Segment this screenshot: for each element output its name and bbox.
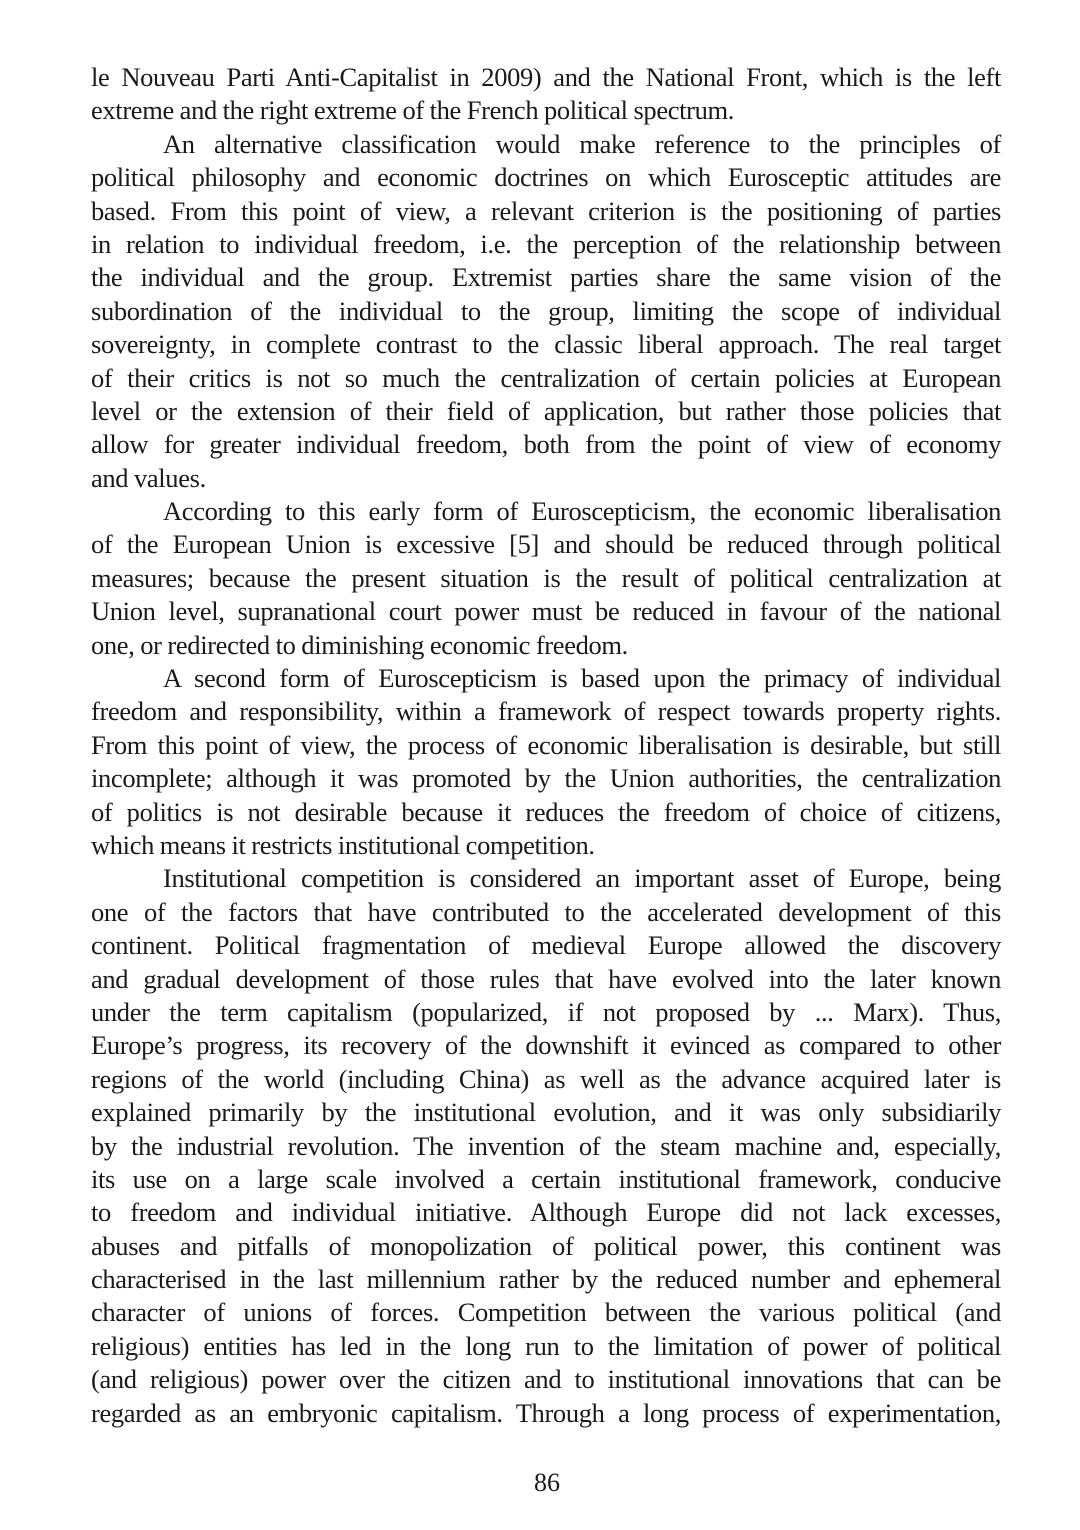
text-line: measures; because the present situation is the result of political centralization at — [91, 562, 1001, 593]
text-line: regarded as an embryonic capitalism. Through a long process of experimentation, — [91, 1397, 1001, 1428]
text-line: (and religious) power over the citizen and to institutional innovations that can be — [91, 1364, 1001, 1395]
text-line: level or the extension of their field of application, but rather those policies that — [91, 395, 1001, 426]
page-number: 86 — [534, 1468, 560, 1497]
text-line: sovereignty, in complete contrast to the classic liberal approach. The real target — [91, 329, 1001, 360]
text-line: abuses and pitfalls of monopolization of political power, this continent was — [91, 1230, 1001, 1261]
text-line: Europe’s progress, its recovery of the downshift it evinced as compared to other — [91, 1030, 1001, 1061]
text-line: which means it restricts institutional competition. — [91, 829, 595, 860]
text-line: the individual and the group. Extremist parties share the same vision of the — [91, 262, 1001, 293]
text-line: political philosophy and economic doctrines on which Eurosceptic attitudes are — [91, 162, 1001, 193]
text-line: explained primarily by the institutional evolution, and it was only subsidiarily — [91, 1097, 1001, 1128]
text-line: under the term capitalism (popularized, if not proposed by ... Marx). Thus, — [91, 996, 1001, 1027]
text-line: one of the factors that have contributed to the accelerated development of this — [91, 896, 1001, 927]
text-line: character of unions of forces. Competition between the various political (and — [91, 1297, 1001, 1328]
text-line: regions of the world (including China) as well as the advance acquired later is — [91, 1063, 1001, 1094]
text-line: A second form of Euroscepticism is based upon the primacy of individual — [163, 663, 1001, 694]
text-line: its use on a large scale involved a certain institutional framework, conducive — [91, 1163, 1001, 1194]
text-line: freedom and responsibility, within a framework of respect towards property rights. — [91, 696, 1001, 727]
text-line: Institutional competition is considered an important asset of Europe, being — [163, 863, 1001, 894]
paragraph-alternative-classification — [91, 128, 1001, 495]
text-line: continent. Political fragmentation of medieval Europe allowed the discovery — [91, 930, 1001, 961]
text-line: According to this early form of Euroscepticism, the economic liberalisation — [163, 496, 1001, 527]
text-line: Union level, supranational court power must be reduced in favour of the national — [91, 596, 1001, 627]
text-line: of their critics is not so much the centralization of certain policies at European — [91, 362, 1001, 393]
text-line: of the European Union is excessive [5] and should be reduced through political — [91, 529, 1001, 560]
text-line: extreme and the right extreme of the French political spectrum. — [91, 95, 735, 126]
text-line: From this point of view, the process of economic liberalisation is desirable, but still — [91, 729, 1001, 760]
paragraph-institutional-competition — [91, 862, 1001, 1430]
document-page-body — [91, 61, 1001, 1430]
text-line: by the industrial revolution. The invention of the steam machine and, especially, — [91, 1130, 1001, 1161]
text-line: one, or redirected to diminishing economic freedom. — [91, 629, 628, 660]
text-line: allow for greater individual freedom, both from the point of view of economy — [91, 429, 1001, 460]
text-line: and values. — [91, 462, 206, 493]
paragraph-second-form — [91, 662, 1001, 862]
text-line: based. From this point of view, a relevant criterion is the positioning of parties — [91, 195, 1001, 226]
paragraph-continuation — [91, 61, 1001, 128]
text-line: religious) entities has led in the long run to the limitation of power of political — [91, 1330, 1001, 1361]
text-line: subordination of the individual to the group, limiting the scope of individual — [91, 295, 1001, 326]
text-line: to freedom and individual initiative. Although Europe did not lack excesses, — [91, 1197, 1001, 1228]
text-line: and gradual development of those rules that have evolved into the later known — [91, 963, 1001, 994]
text-line: in relation to individual freedom, i.e. the perception of the relationship between — [91, 228, 1001, 259]
text-line: characterised in the last millennium rather by the reduced number and ephemeral — [91, 1264, 1001, 1295]
paragraph-early-euroscepticism — [91, 495, 1001, 662]
text-line: An alternative classification would make reference to the principles of — [163, 128, 1001, 159]
text-line: of politics is not desirable because it reduces the freedom of choice of citizens, — [91, 796, 1001, 827]
text-line: incomplete; although it was promoted by the Union authorities, the centralization — [91, 763, 1001, 794]
text-line: le Nouveau Parti Anti-Capitalist in 2009) and the National Front, which is the left — [91, 62, 1001, 92]
